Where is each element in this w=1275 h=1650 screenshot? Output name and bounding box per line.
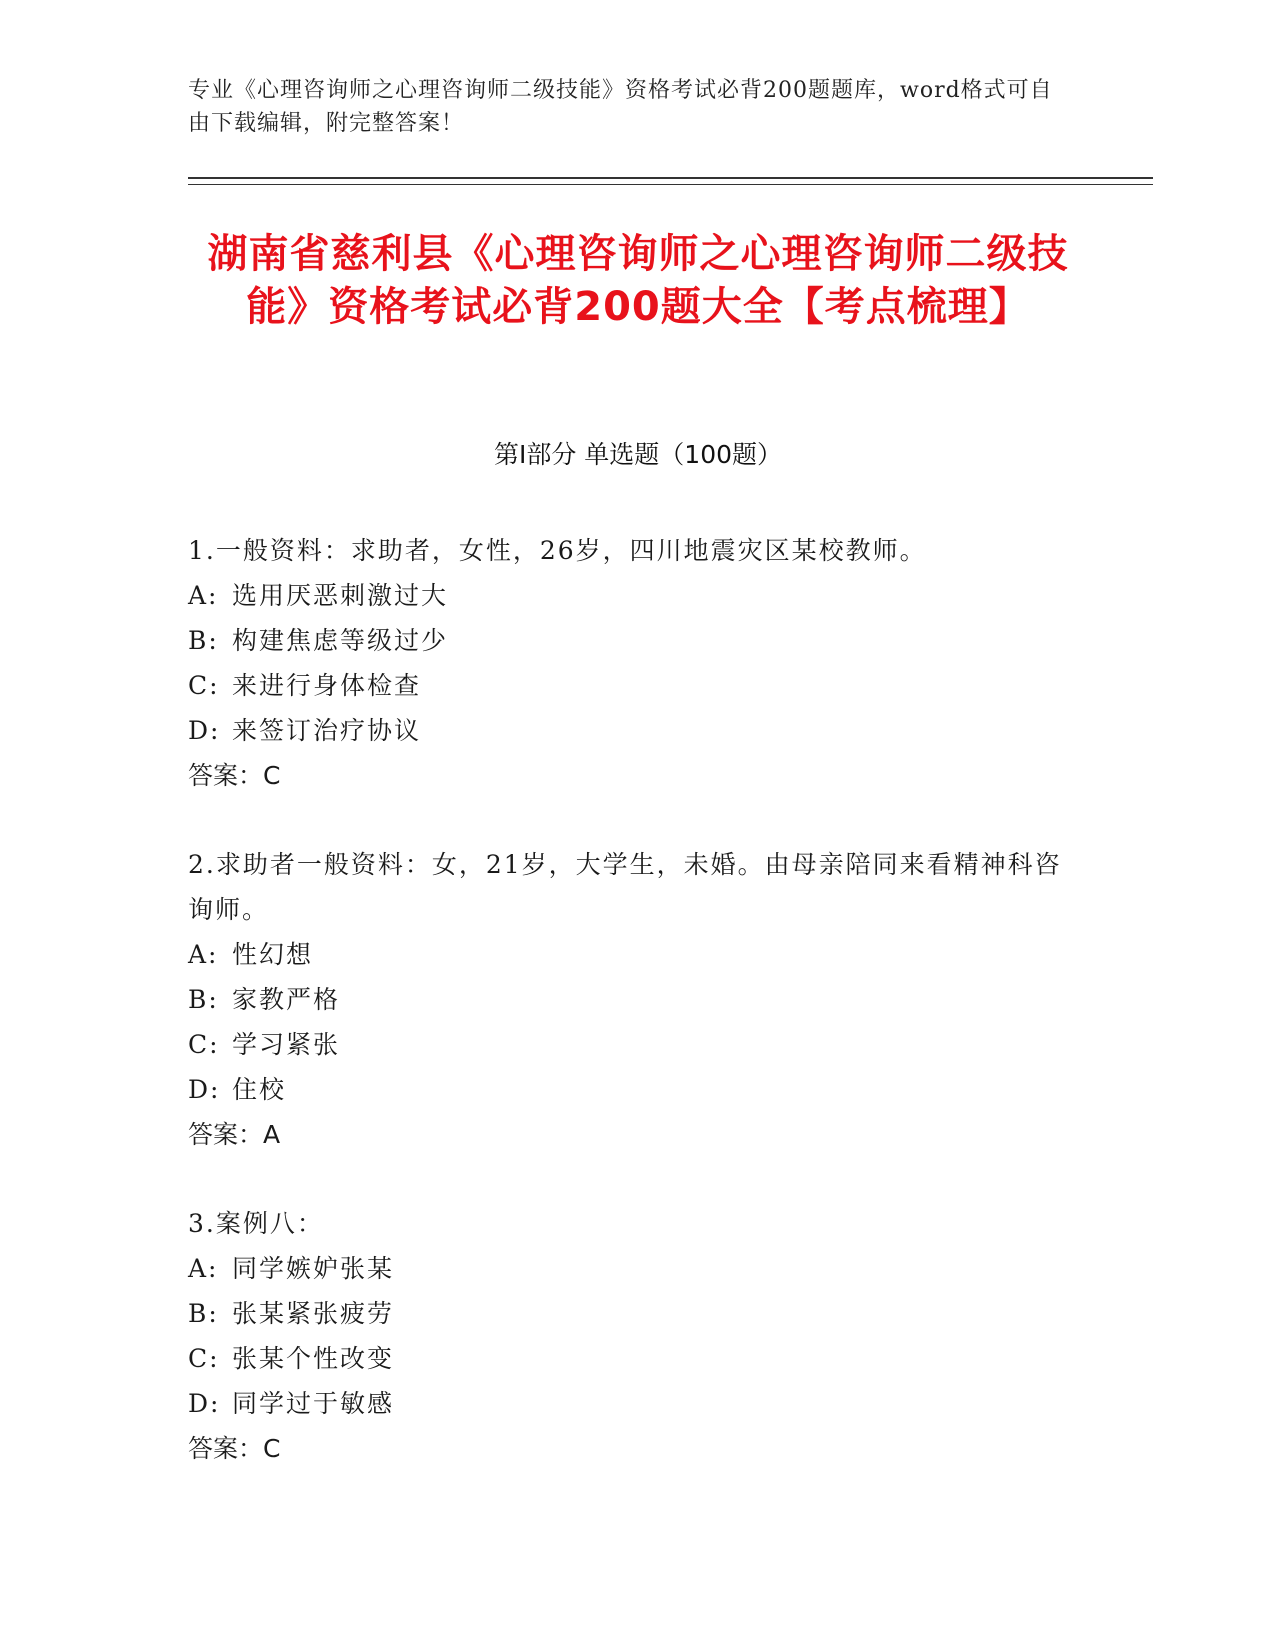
- option-a: [188, 932, 1068, 977]
- option-b: [188, 1291, 1068, 1336]
- option-text: 住校: [232, 1075, 287, 1104]
- header-divider-thin: [188, 184, 1153, 185]
- question-stem: 2.求助者一般资料：女，21岁，大学生，未婚。由母亲陪同来看精神科咨询师。: [188, 850, 1062, 924]
- option-a: [188, 573, 1068, 618]
- option-text: 选用厌恶刺激过大: [232, 581, 449, 610]
- option-text: 同学过于敏感: [232, 1389, 395, 1418]
- option-c: [188, 663, 1068, 708]
- option-c: [188, 1022, 1068, 1067]
- header-note: 专业《心理咨询师之心理咨询师二级技能》资格考试必背200题题库，word格式可自由下载编辑，附完整答案！: [188, 78, 1053, 136]
- option-text: 家教严格: [232, 985, 341, 1014]
- option-text: 张某紧张疲劳: [232, 1299, 395, 1328]
- option-key: D:: [188, 1075, 221, 1104]
- option-b: [188, 977, 1068, 1022]
- section-title: 第Ⅰ部分 单选题（100题）: [493, 440, 783, 469]
- option-text: 张某个性改变: [232, 1344, 395, 1373]
- option-text: 学习紧张: [232, 1030, 341, 1059]
- document-title: 湖南省慈利县《心理咨询师之心理咨询师二级技能》资格考试必背200题大全【考点梳理】: [207, 231, 1069, 330]
- option-key: D:: [188, 716, 221, 745]
- option-a: [188, 1246, 1068, 1291]
- answer-line: 答案：C: [188, 761, 281, 790]
- option-key: A:: [188, 940, 219, 969]
- question-stem: 3.案例八：: [188, 1209, 324, 1238]
- question-3: [188, 1201, 1068, 1471]
- option-b: [188, 618, 1068, 663]
- question-1: [188, 528, 1068, 798]
- question-list: [188, 528, 1068, 1515]
- option-d: [188, 1067, 1068, 1112]
- option-key: B:: [188, 1299, 219, 1328]
- option-c: [188, 1336, 1068, 1381]
- option-text: 来签订治疗协议: [232, 716, 422, 745]
- option-key: C:: [188, 1344, 220, 1373]
- option-key: B:: [188, 626, 219, 655]
- option-key: C:: [188, 671, 220, 700]
- header-divider-thick: [188, 177, 1153, 179]
- option-text: 同学嫉妒张某: [232, 1254, 395, 1283]
- answer-line: 答案：A: [188, 1120, 281, 1149]
- question-2: [188, 842, 1068, 1157]
- option-text: 构建焦虑等级过少: [232, 626, 449, 655]
- option-key: A:: [188, 1254, 219, 1283]
- option-text: 性幻想: [232, 940, 314, 969]
- option-key: B:: [188, 985, 219, 1014]
- option-key: D:: [188, 1389, 221, 1418]
- option-d: [188, 1381, 1068, 1426]
- option-text: 来进行身体检查: [232, 671, 422, 700]
- question-stem: 1.一般资料：求助者，女性，26岁，四川地震灾区某校教师。: [188, 536, 927, 565]
- option-d: [188, 708, 1068, 753]
- option-key: C:: [188, 1030, 220, 1059]
- answer-line: 答案：C: [188, 1434, 281, 1463]
- option-key: A:: [188, 581, 219, 610]
